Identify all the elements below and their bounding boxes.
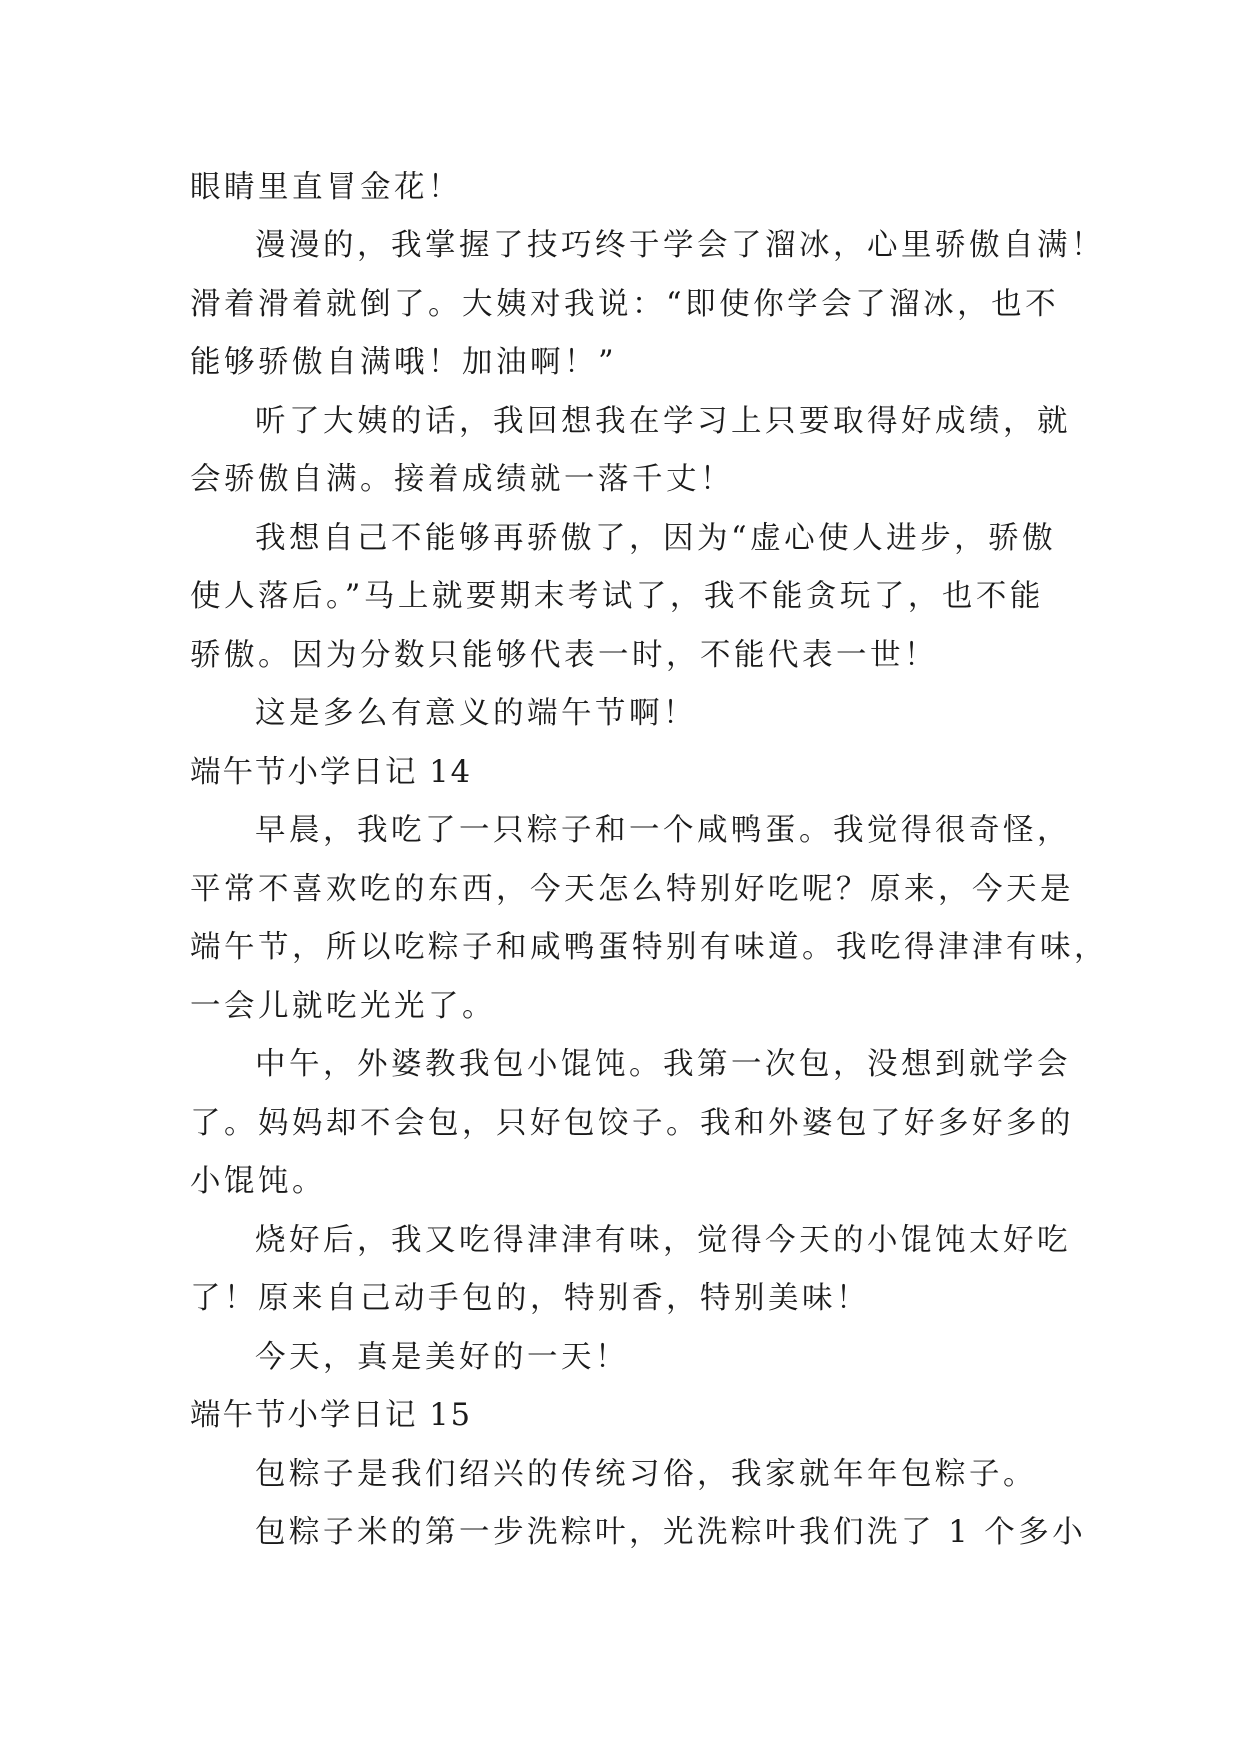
text-line: 使人落后。”马上就要期末考试了，我不能贪玩了，也不能 [190, 579, 1044, 614]
text-line: 了。妈妈却不会包，只好包饺子。我和外婆包了好多好多的 [190, 1106, 1074, 1141]
text-line: 平常不喜欢吃的东西，今天怎么特别好吃呢？原来，今天是 [190, 872, 1074, 907]
text-line: 了！原来自己动手包的，特别香，特别美味！ [190, 1281, 870, 1316]
paragraph-start: 烧好后，我又吃得津津有味，觉得今天的小馄饨太好吃 [255, 1223, 1071, 1258]
paragraph-start: 听了大姨的话，我回想我在学习上只要取得好成绩，就 [255, 404, 1071, 439]
text-line: 会骄傲自满。接着成绩就一落千丈！ [190, 462, 734, 497]
section-heading: 端午节小学日记 14 [190, 755, 473, 790]
text-line: 一会儿就吃光光了。 [190, 989, 496, 1024]
paragraph-start: 今天，真是美好的一天！ [255, 1340, 629, 1375]
paragraph-start: 包粽子米的第一步洗粽叶，光洗粽叶我们洗了 1 个多小 [255, 1515, 1087, 1550]
paragraph-start: 这是多么有意义的端午节啊！ [255, 696, 697, 731]
text-line: 能够骄傲自满哦！加油啊！” [190, 345, 618, 380]
text-line: 眼睛里直冒金花！ [190, 170, 462, 205]
text-line: 端午节，所以吃粽子和咸鸭蛋特别有味道。我吃得津津有味， [190, 930, 1108, 965]
text-line: 滑着滑着就倒了。大姨对我说：“即使你学会了溜冰，也不 [190, 287, 1060, 322]
section-heading: 端午节小学日记 15 [190, 1398, 473, 1433]
paragraph-start: 早晨，我吃了一只粽子和一个咸鸭蛋。我觉得很奇怪， [255, 813, 1071, 848]
paragraph-start: 包粽子是我们绍兴的传统习俗，我家就年年包粽子。 [255, 1457, 1037, 1492]
paragraph-start: 漫漫的，我掌握了技巧终于学会了溜冰，心里骄傲自满！ [255, 228, 1105, 263]
text-line: 小馄饨。 [190, 1164, 326, 1199]
paragraph-start: 我想自己不能够再骄傲了，因为“虚心使人进步，骄傲 [255, 521, 1057, 556]
text-line: 骄傲。因为分数只能够代表一时，不能代表一世！ [190, 638, 938, 673]
paragraph-start: 中午，外婆教我包小馄饨。我第一次包，没想到就学会 [255, 1047, 1071, 1082]
